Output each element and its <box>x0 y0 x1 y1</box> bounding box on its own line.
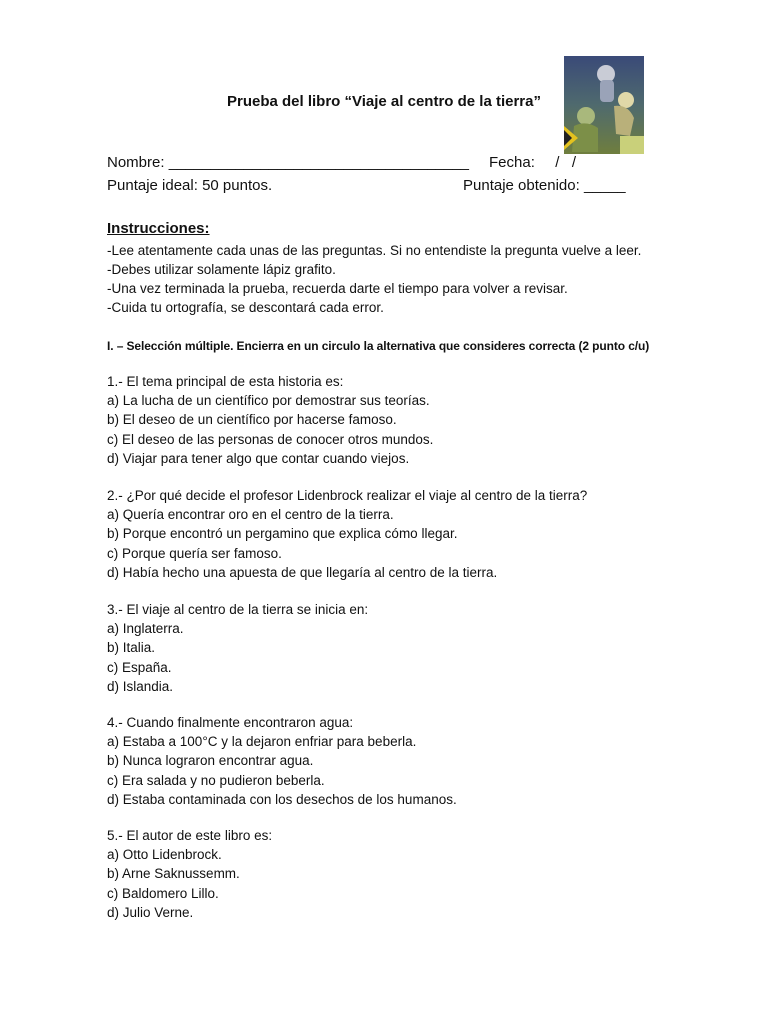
date-label: Fecha: <box>489 154 535 171</box>
answer-option[interactable]: c) Porque quería ser famoso. <box>107 545 282 561</box>
answer-option[interactable]: d) Estaba contaminada con los desechos de los humanos. <box>107 791 457 807</box>
section-heading: I. – Selección múltiple. Encierra en un circulo la alternativa que consideres correcta (2 punto c/u) <box>107 339 650 353</box>
answer-option[interactable]: d) Julio Verne. <box>107 904 194 920</box>
question-text: 1.- El tema principal de esta historia es: <box>107 374 344 389</box>
page-title: Prueba del libro “Viaje al centro de la tierra” <box>226 93 541 110</box>
obtained-score-label: Puntaje obtenido: <box>463 177 580 194</box>
instruction-item: -Lee atentamente cada unas de las preguntas. Si no entendiste la pregunta vuelve a leer. <box>107 243 642 258</box>
answer-option[interactable]: b) Porque encontró un pergamino que explica cómo llegar. <box>107 526 458 542</box>
answer-option[interactable]: a) La lucha de un científico por demostrar sus teorías. <box>107 393 430 409</box>
ideal-score-value: 50 puntos. <box>202 177 273 194</box>
answer-option[interactable]: b) Nunca lograron encontrar agua. <box>107 753 314 769</box>
answer-option[interactable]: c) Era salada y no pudieron beberla. <box>107 772 325 788</box>
name-field[interactable] <box>107 154 469 171</box>
instruction-item: -Una vez terminada la prueba, recuerda darte el tiempo para volver a revisar. <box>107 281 568 296</box>
answer-option[interactable]: a) Otto Lidenbrock. <box>107 847 222 863</box>
answer-option[interactable]: d) Viajar para tener algo que contar cuando viejos. <box>107 450 410 466</box>
question-2 <box>107 486 587 582</box>
name-label: Nombre: <box>107 154 165 171</box>
answer-option[interactable]: b) Arne Saknussemm. <box>107 866 240 882</box>
date-field[interactable] <box>489 154 576 171</box>
ideal-score <box>107 177 272 194</box>
obtained-score-line: _____ <box>583 177 626 194</box>
question-text: 2.- ¿Por qué decide el profesor Lidenbrock realizar el viaje al centro de la tierra? <box>107 488 588 503</box>
question-1 <box>107 372 433 468</box>
question-text: 5.- El autor de este libro es: <box>107 828 273 843</box>
instructions-list <box>107 241 641 317</box>
answer-option[interactable]: d) Había hecho una apuesta de que llegaría al centro de la tierra. <box>107 564 498 580</box>
instructions-title: Instrucciones: <box>107 220 210 237</box>
name-line: ____________________________________ <box>168 154 470 171</box>
answer-option[interactable]: a) Quería encontrar oro en el centro de la tierra. <box>107 507 394 523</box>
answer-option[interactable]: c) España. <box>107 659 172 675</box>
answer-option[interactable]: d) Islandia. <box>107 678 174 694</box>
instruction-item: -Debes utilizar solamente lápiz grafito. <box>107 262 336 277</box>
ideal-score-label: Puntaje ideal: <box>107 177 198 194</box>
instruction-item: -Cuida tu ortografía, se descontará cada error. <box>107 300 384 315</box>
obtained-score-field[interactable] <box>463 177 626 194</box>
answer-option[interactable]: b) Italia. <box>107 640 156 656</box>
date-slashes: / / <box>555 154 577 171</box>
answer-option[interactable]: a) Estaba a 100°C y la dejaron enfriar para beberla. <box>107 734 417 750</box>
answer-option[interactable]: b) El deseo de un científico por hacerse famoso. <box>107 412 397 428</box>
answer-option[interactable]: c) Baldomero Lillo. <box>107 885 219 901</box>
question-4 <box>107 713 457 809</box>
answer-option[interactable]: a) Inglaterra. <box>107 621 184 637</box>
question-text: 3.- El viaje al centro de la tierra se inicia en: <box>107 602 369 617</box>
book-cover-illustration-icon <box>564 56 644 154</box>
answer-option[interactable]: c) El deseo de las personas de conocer otros mundos. <box>107 431 434 447</box>
question-text: 4.- Cuando finalmente encontraron agua: <box>107 715 354 730</box>
question-3 <box>107 600 368 696</box>
question-5 <box>107 826 272 922</box>
